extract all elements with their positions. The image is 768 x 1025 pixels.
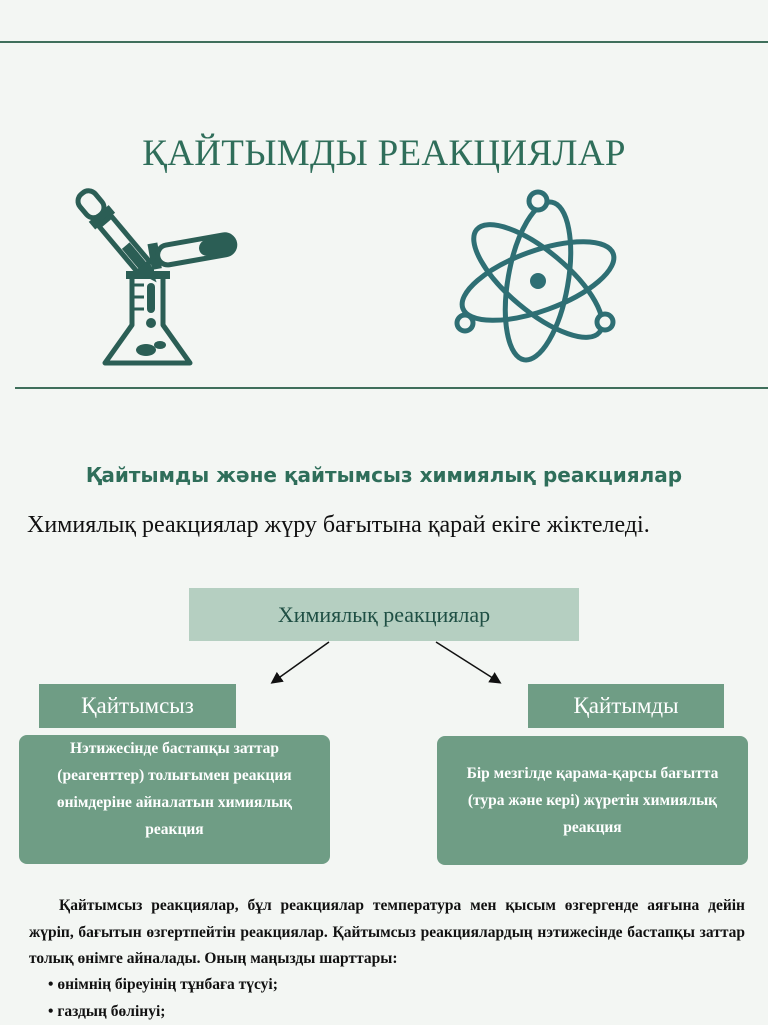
top-divider: [0, 41, 768, 43]
page-title: ҚАЙТЫМДЫ РЕАКЦИЯЛАР: [142, 133, 626, 174]
reversible-label: Қайтымды: [528, 684, 724, 728]
atom-icon: [450, 185, 630, 365]
section-divider: [15, 387, 768, 389]
irreversible-label: Қайтымсыз: [39, 684, 236, 728]
description-line: Бір мезгілде қарама-қарсы бағытта: [466, 765, 719, 782]
description-line: (тура және кері) жүретін химиялық: [467, 792, 718, 809]
body-paragraph: Қайтымсыз реакциялар, бұл реакциялар температура мен қысым өзгергенде аяғына дейін жүріп, бағытын өзгертпейтін реакциялар. Қайтымсыз реакциялардың нэтижесінде бастапқы заттар толық өнімге айналады. Оның маңызды шарттары:: [29, 897, 745, 967]
description-line: (реагенттер) толығымен реакция: [57, 767, 292, 784]
reversible-description: [437, 736, 748, 865]
arrow-right: [436, 642, 499, 682]
flask-dropper-icon: [50, 185, 250, 375]
section-heading: Қайтымды және қайтымсыз химиялық реакциялар: [85, 463, 683, 487]
condition-list: [48, 971, 278, 1025]
list-item: • өнімнің біреуінің тұнбаға түсуі;: [48, 971, 278, 998]
arrow-left: [273, 642, 329, 682]
diagram-root-box: Химиялық реакциялар: [189, 588, 579, 641]
intro-text: Химиялық реакциялар жүру бағытына қарай екіге жіктеледі.: [27, 512, 650, 538]
list-item: • газдың бөлінуі;: [48, 998, 278, 1025]
irreversible-description: [19, 735, 330, 864]
description-line: өнімдеріне айналатын химиялық: [56, 794, 293, 811]
description-line: реакция: [563, 819, 622, 836]
description-line: реакция: [145, 821, 204, 838]
description-line: Нэтижесінде бастапқы заттар: [69, 740, 280, 757]
